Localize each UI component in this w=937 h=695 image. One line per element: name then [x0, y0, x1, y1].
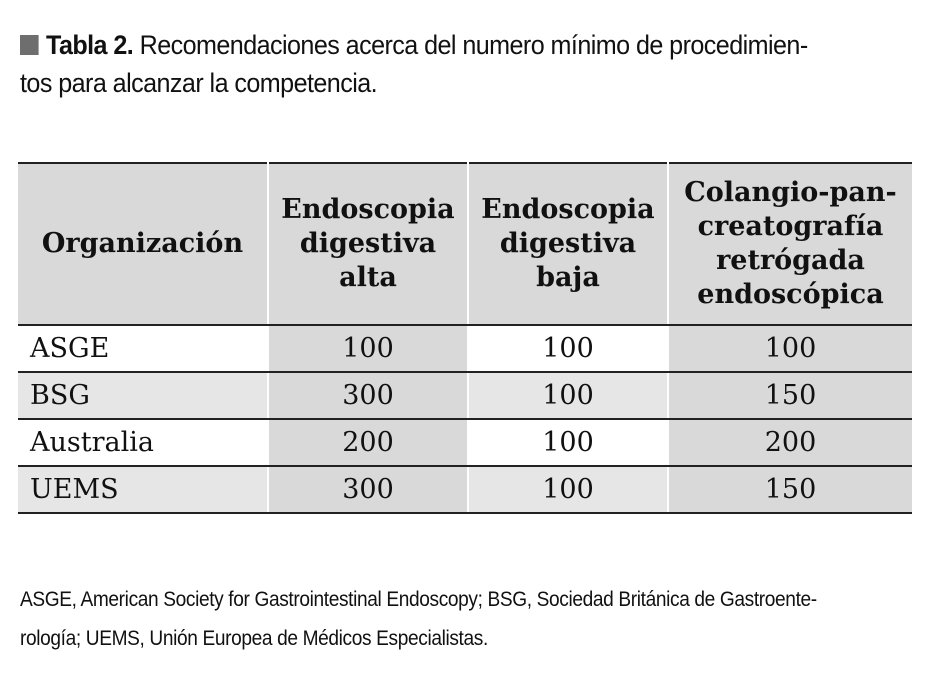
cell-value: 100: [668, 325, 912, 372]
header-edb: [468, 163, 668, 325]
cell-organization: Australia: [18, 419, 268, 466]
header-line: Endoscopia: [281, 194, 455, 225]
cell-value: 300: [268, 372, 468, 419]
cell-value: 100: [468, 325, 668, 372]
cell-organization: BSG: [18, 372, 268, 419]
cell-organization: UEMS: [18, 466, 268, 513]
cell-value: 150: [668, 466, 912, 513]
caption-text-line2: tos para alcanzar la competencia.: [20, 68, 378, 98]
header-eda: [268, 163, 468, 325]
cell-organization: ASGE: [18, 325, 268, 372]
table-row: [18, 325, 912, 372]
caption-label: Tabla 2.: [46, 30, 134, 60]
cell-value: 100: [268, 325, 468, 372]
header-line: retrógada: [716, 245, 865, 276]
table-footnote: [20, 580, 912, 658]
footnote-line1: ASGE, American Society for Gastrointestinal Endoscopy; BSG, Sociedad Británica de Gastroente-: [20, 588, 817, 611]
table-row: [18, 372, 912, 419]
header-line: Organización: [41, 228, 244, 259]
cell-value: 150: [668, 372, 912, 419]
header-line: Colangio-pan-: [684, 177, 897, 208]
cell-value: 200: [668, 419, 912, 466]
cell-value: 100: [468, 466, 668, 513]
cell-value: 100: [468, 419, 668, 466]
table-row: [18, 419, 912, 466]
table-caption: [20, 26, 857, 102]
table-row: [18, 466, 912, 513]
caption-text: Recomendaciones acerca del numero mínimo de procedimien-: [139, 30, 808, 60]
cell-value: 100: [468, 372, 668, 419]
header-cpre: [668, 163, 912, 325]
header-line: endoscópica: [697, 279, 884, 310]
cell-value: 300: [268, 466, 468, 513]
footnote-line2: rología; UEMS, Unión Europea de Médicos Especialistas.: [20, 627, 488, 650]
table-header-row: [18, 163, 912, 325]
recommendations-table: [18, 162, 912, 514]
header-line: Endoscopia: [481, 194, 655, 225]
header-line: creatografía: [697, 211, 884, 242]
header-line: digestiva: [499, 228, 637, 259]
header-line: alta: [339, 262, 397, 293]
caption-square-icon: [20, 35, 39, 55]
header-line: baja: [536, 262, 600, 293]
cell-value: 200: [268, 419, 468, 466]
header-line: digestiva: [299, 228, 437, 259]
header-organizacion: [18, 163, 268, 325]
